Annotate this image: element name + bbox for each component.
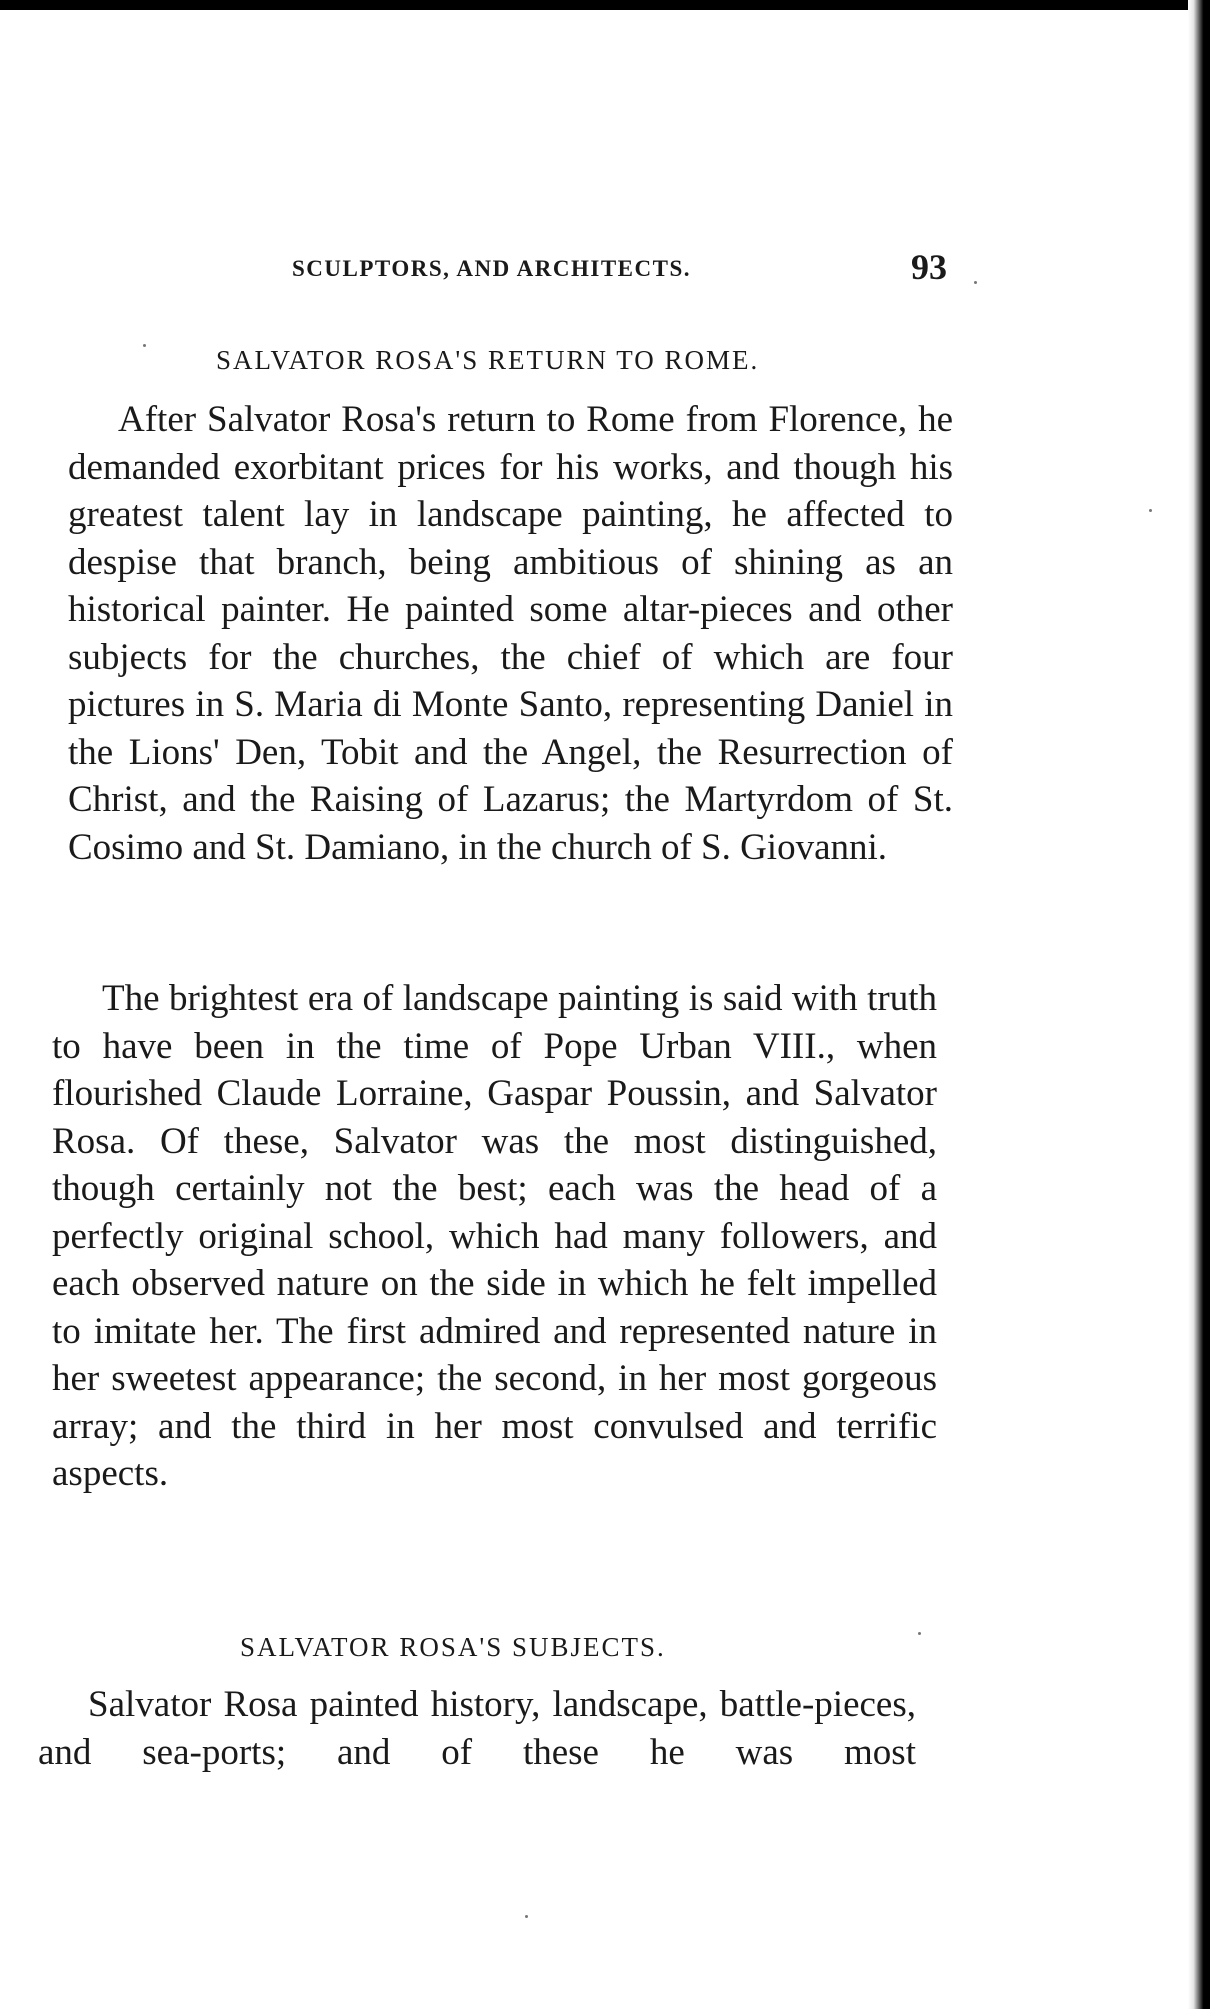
paper-speck [918, 1632, 921, 1635]
paper-speck [1149, 509, 1152, 512]
page-right-edge [1188, 0, 1210, 2009]
section-title-subjects: SALVATOR ROSA'S SUBJECTS. [240, 1632, 666, 1662]
paper-speck [143, 344, 146, 347]
paper-speck [525, 1915, 528, 1918]
paragraph-return-to-rome [68, 396, 953, 871]
paragraph-text: After Salvator Rosa's return to Rome from Florence, he demanded exorbitant prices for his works, and though his greatest talent lay in landscape painting, he affected to despise that branch, being ambitious of shining as an historical painter. He painted some altar-pieces and other subjects for the churches, the chief of which are four pictures in S. Maria di Monte Santo, representing Daniel in the Lions' Den, Tobit and the Angel, the Resurrection of Christ, and the Raising of Lazarus; the Martyrdom of St. Cosimo and St. Damiano, in the church of S. Giovanni. [68, 399, 953, 868]
page-number: 93 [911, 247, 947, 287]
paragraph-text: The brightest era of landscape painting is said with truth to have been in the time of Pope Urban VIII., when flourished Claude Lorraine, Gaspar Poussin, and Salvator Rosa. Of these, Salvator was the most distinguished, though certainly not the best; each was the head of a perfectly original school, which had many followers, and each observed nature on the side in which he felt impelled to imitate her. The first admired and represented nature in her sweetest appearance; the second, in her most gorgeous array; and the third in her most convulsed and terrific aspects. [52, 978, 937, 1494]
paragraph-subjects [38, 1681, 916, 1776]
paper-speck [974, 281, 977, 284]
paragraph-text: Salvator Rosa painted history, landscape, battle-pieces, and sea-ports; and of these he was most [38, 1684, 916, 1773]
section-title-return-to-rome: SALVATOR ROSA'S RETURN TO ROME. [216, 345, 760, 375]
paragraph-landscape-era [52, 975, 937, 1498]
running-head-title: SCULPTORS, AND ARCHITECTS. [292, 256, 692, 281]
page-top-edge [0, 0, 1210, 10]
running-head [292, 247, 977, 287]
